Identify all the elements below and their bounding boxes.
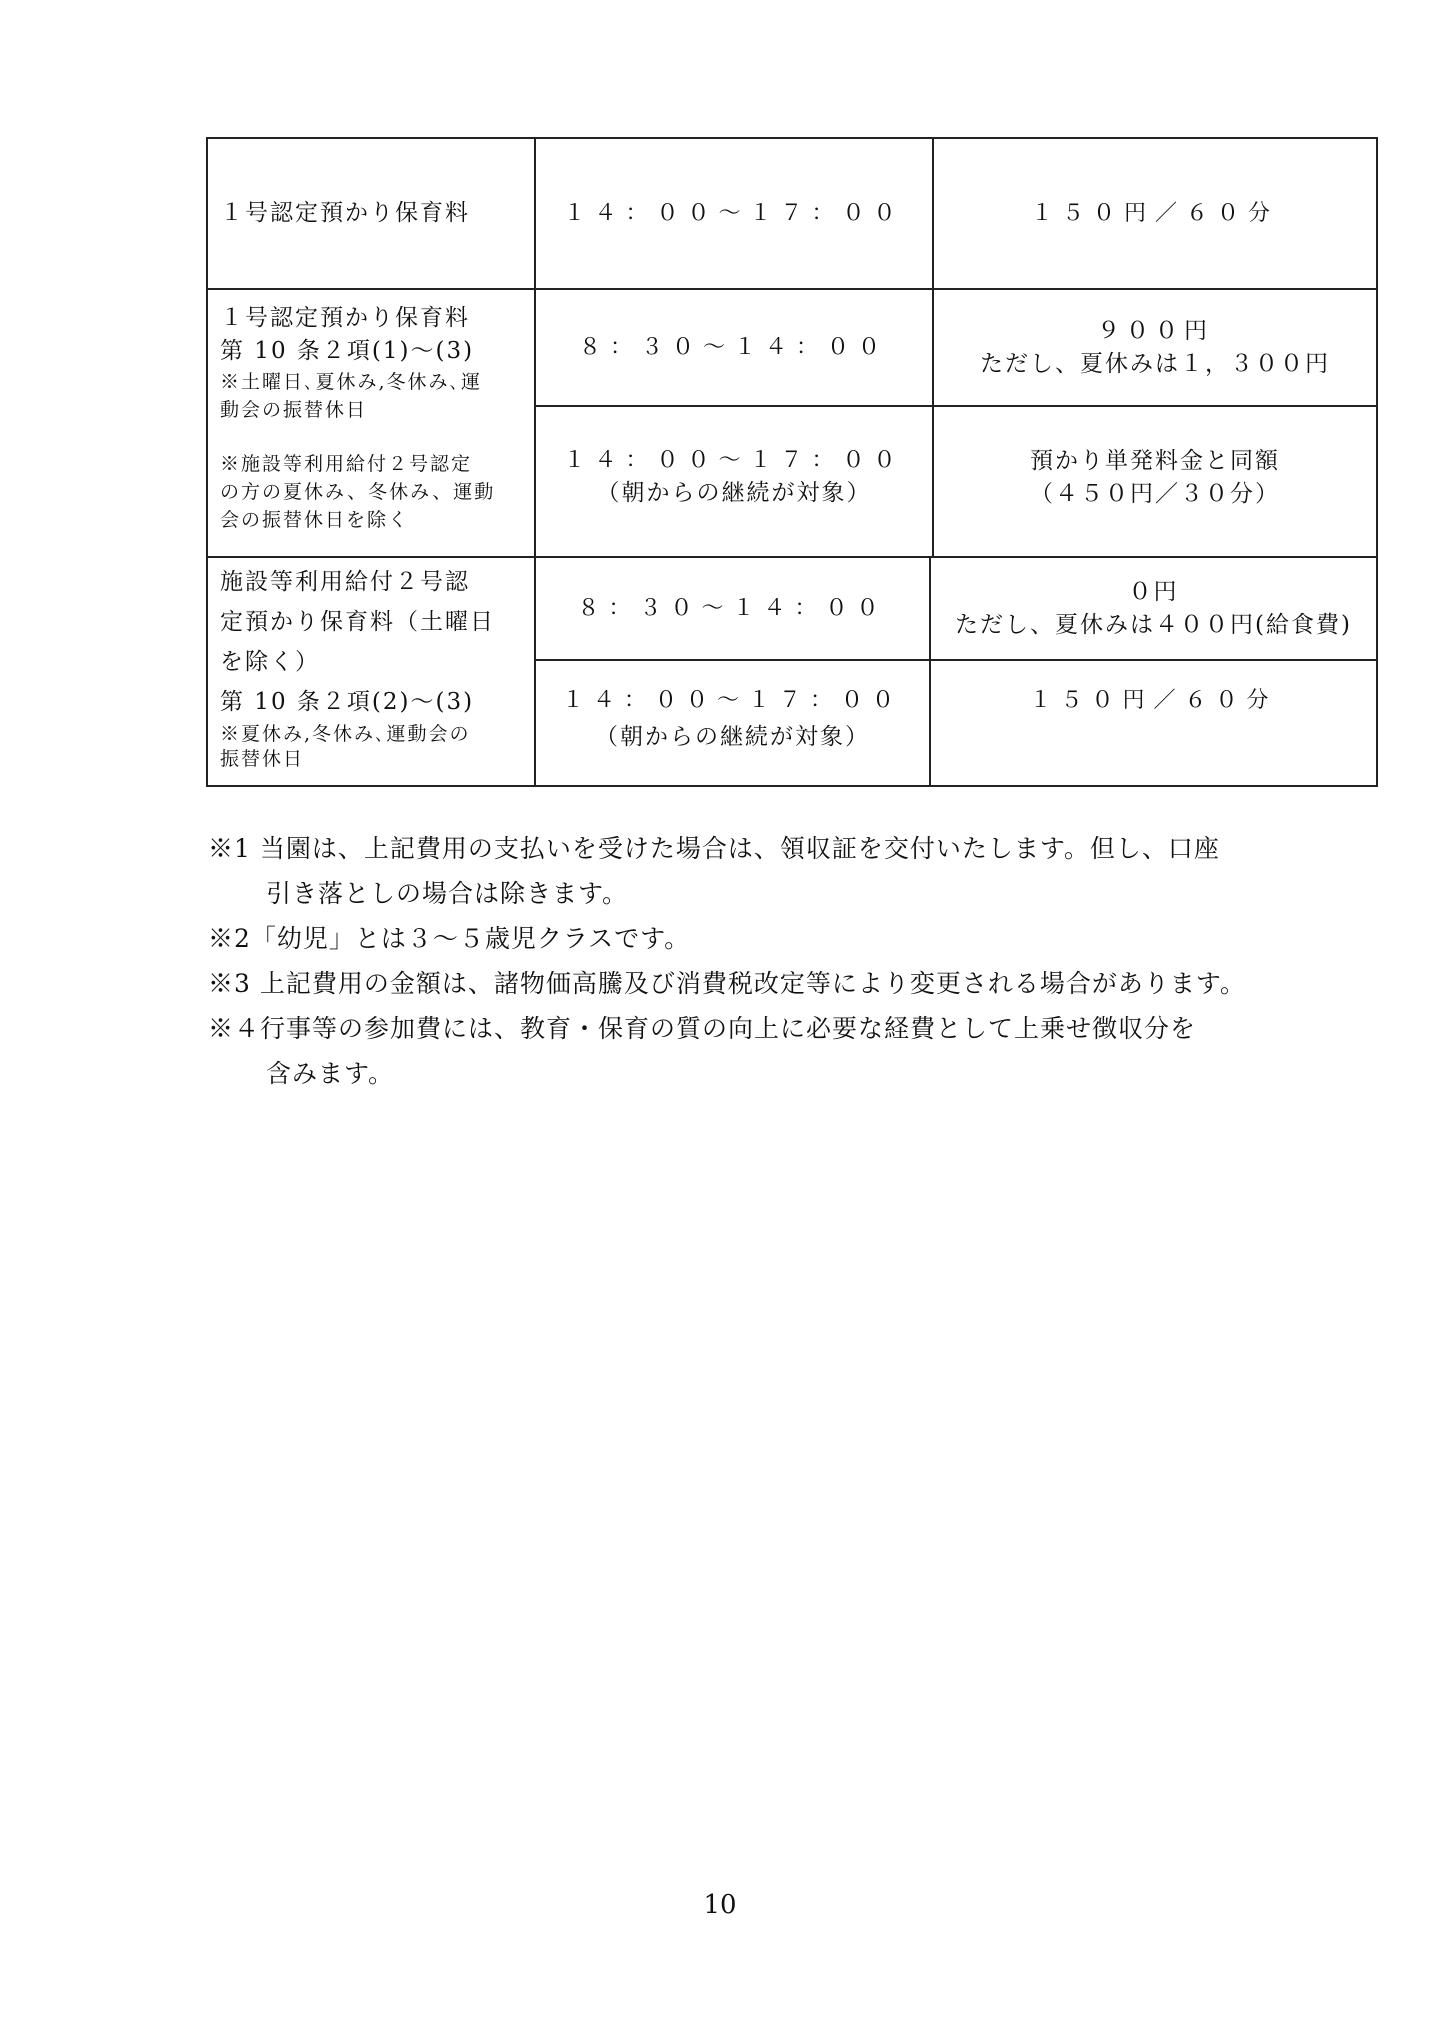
row2-sub2-time-note: （朝からの継続が対象）: [596, 480, 872, 506]
footnote-1-continued: 引き落としの場合は除きます。: [266, 879, 629, 908]
row1-fee-cell: [934, 139, 1376, 288]
row3-sub2-fee-cell: [931, 661, 1376, 785]
row2-label-line: １号認定預かり保育料: [220, 305, 470, 331]
row2-sub1-fee-line: ただし、夏休みは１，３００円: [980, 350, 1330, 377]
row2-note-line: ※施設等利用給付２号認定: [220, 453, 473, 475]
fee-table: [206, 137, 1378, 787]
row2-label-line: 第 10 条２項(1)～(3): [220, 338, 475, 364]
row3-sub1-fee-line: ただし、夏休みは４００円(給食費): [955, 611, 1352, 638]
row2-sub2-fee-cell: [934, 407, 1376, 556]
footnote-4: ※４行事等の参加費には、教育・保育の質の向上に必要な経費として上乗せ徴収分を: [208, 1014, 1197, 1043]
row3-label-line: 第 10 条２項(2)～(3): [220, 689, 475, 715]
row2-note-line: ※土曜日､夏休み,冬休み､運: [220, 371, 483, 393]
row3-sub2-time-note: （朝からの継続が対象）: [595, 724, 870, 750]
row3-label-line: を除く）: [220, 649, 320, 675]
row1-time: １４：００～１７：００: [563, 200, 905, 226]
row3-sub1-fee-line: ０円: [1128, 578, 1179, 605]
row2-sub1-fee-line: ９００円: [1097, 317, 1213, 344]
page-number: 10: [703, 1890, 737, 1920]
row2-sub1-time: ８：３０～１４：００: [578, 334, 889, 360]
row2-note-line: 動会の振替休日: [220, 399, 368, 421]
row3-sub1-fee-cell: [931, 558, 1376, 659]
row2-sub1-fee-cell: [934, 290, 1376, 405]
row3-sub2-fee: １５０円／６０分: [1029, 688, 1278, 713]
row1-label: １号認定預かり保育料: [220, 200, 470, 226]
row3-note-line: 振替休日: [220, 748, 305, 770]
row1-fee: １５０円／６０分: [1030, 200, 1279, 226]
row2-sub2-fee-line: 預かり単発料金と同額: [1030, 448, 1280, 474]
footnote-2: ※2「幼児」とは３～５歳児クラスです。: [208, 924, 691, 953]
row3-sub2-time-cell: [536, 661, 929, 785]
row2-label-cell: [208, 290, 534, 556]
footnote-4-continued: 含みます。: [266, 1059, 395, 1088]
row3-sub2-time: １４：００～１７：００: [561, 688, 903, 713]
row2-sub2-fee-line: （４５０円／３０分）: [1030, 481, 1280, 507]
row3-sub1-time: ８：３０～１４：００: [577, 595, 888, 621]
footnote-1: ※1 当園は、上記費用の支払いを受けた場合は、領収証を交付いたします。但し、口座: [208, 834, 1220, 863]
row2-sub2-time-cell: [536, 407, 932, 556]
row3-sub1-time-cell: [536, 558, 929, 659]
row2-note-line: の方の夏休み、冬休み、運動: [220, 481, 496, 503]
row3-label-line: 定預かり保育料（土曜日: [220, 609, 495, 635]
footnotes: [208, 826, 1348, 1096]
footnote-3: ※3 上記費用の金額は、諸物価高騰及び消費税改定等により変更される場合があります。: [208, 969, 1246, 998]
row2-sub2-time: １４：００～１７：００: [563, 448, 905, 473]
row2-note-line: 会の振替休日を除く: [220, 509, 410, 531]
row1-label-cell: [208, 139, 534, 288]
row3-note-line: ※夏休み,冬休み､運動会の: [220, 723, 471, 745]
row3-label-line: 施設等利用給付２号認: [220, 569, 470, 595]
row3-label-cell: [208, 558, 534, 785]
row1-time-cell: [536, 139, 932, 288]
row2-sub1-time-cell: [536, 290, 932, 405]
